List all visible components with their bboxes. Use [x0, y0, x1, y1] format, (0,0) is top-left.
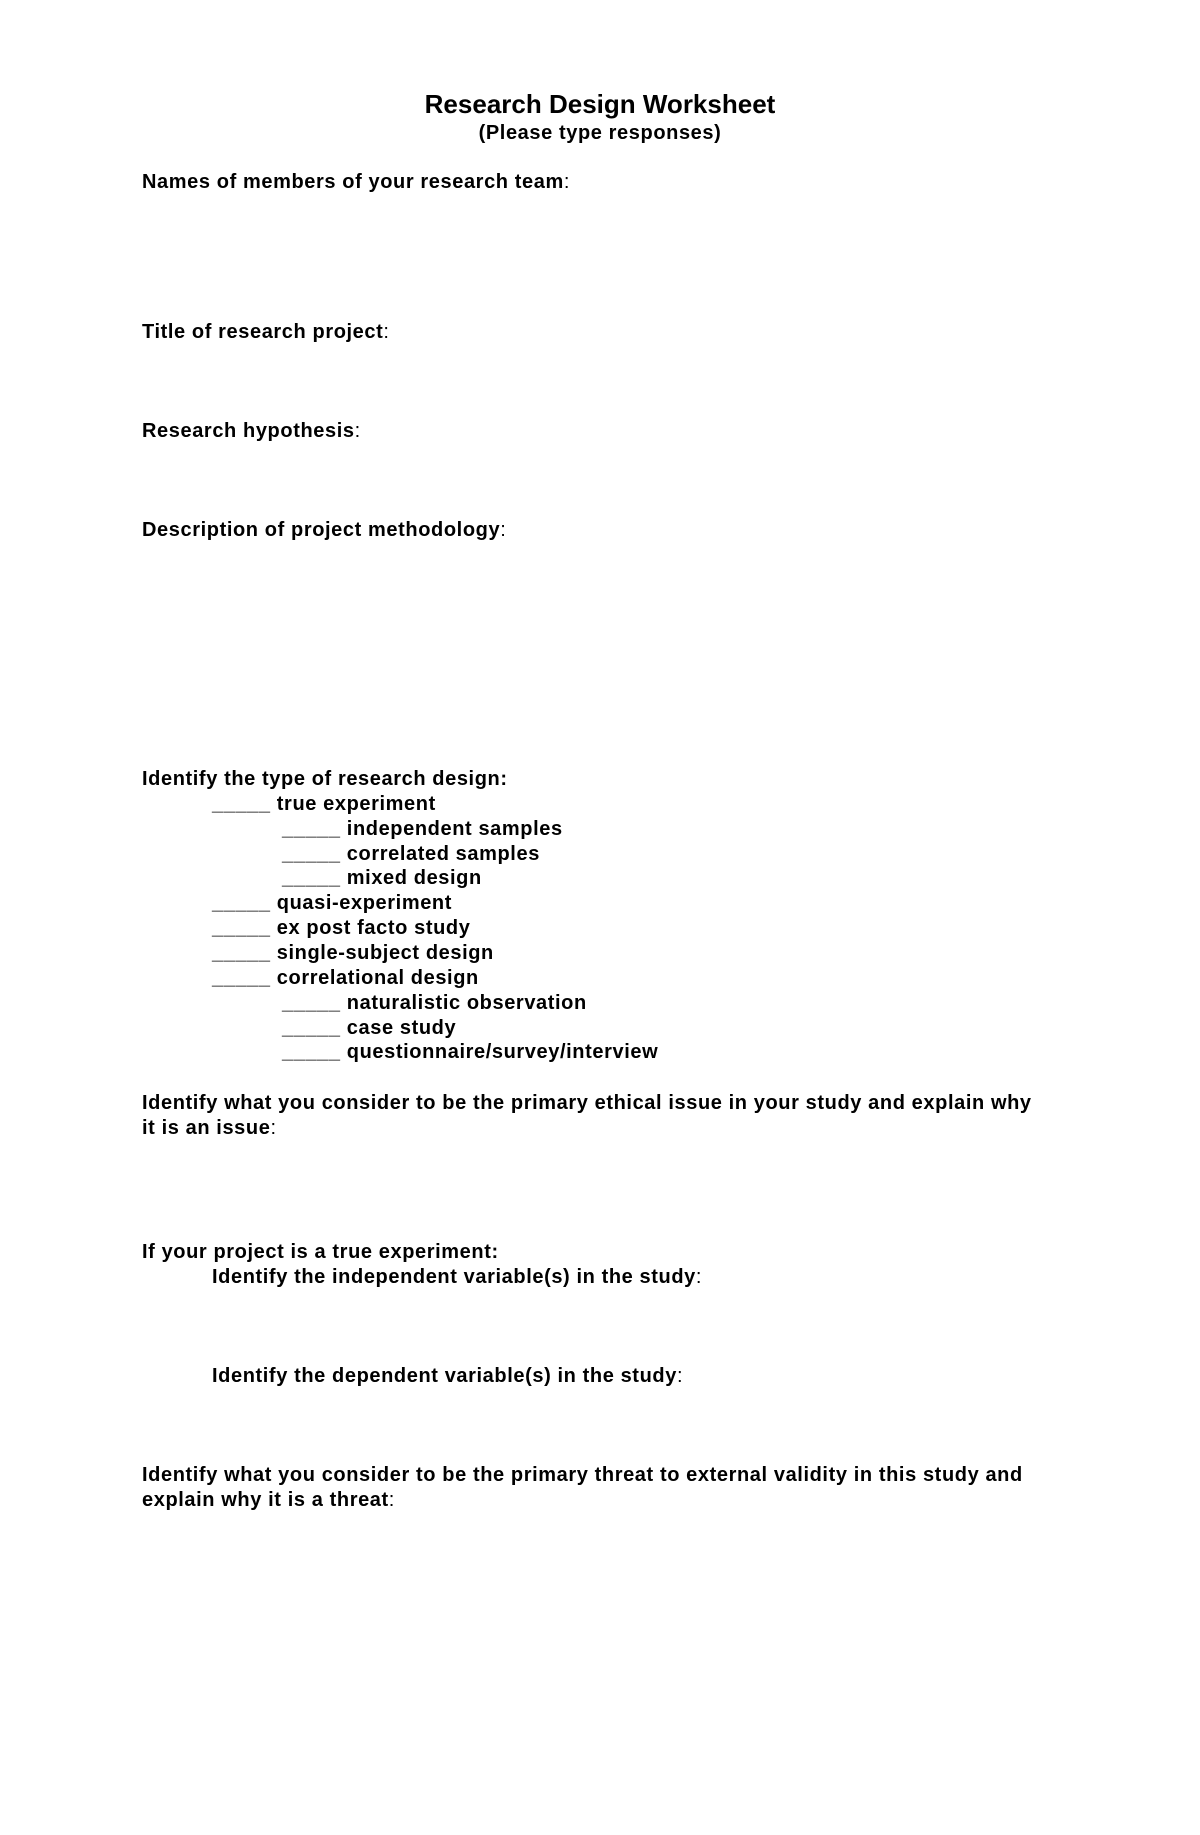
design-option-label: correlational design	[276, 967, 479, 989]
answer-blank: _____	[282, 1041, 341, 1063]
validity-prompt-label: explain why it is a threat	[142, 1489, 389, 1511]
answer-blank: _____	[282, 1017, 341, 1039]
page-subtitle: (Please type responses)	[478, 122, 722, 144]
experiment-heading: If your project is a true experiment:	[142, 1241, 499, 1263]
methodology-prompt-colon: :	[500, 519, 507, 541]
answer-blank: _____	[282, 992, 341, 1014]
ethical-prompt-line1: Identify what you consider to be the primary ethical issue in your study and explain why	[142, 1092, 1032, 1114]
title-prompt-label: Title of research project	[142, 321, 384, 343]
team-prompt	[142, 170, 570, 194]
hypothesis-prompt-label: Research hypothesis	[142, 420, 355, 442]
design-option-label: true experiment	[276, 793, 436, 815]
design-option-label: quasi-experiment	[276, 892, 453, 914]
dependent-variable-prompt	[212, 1364, 683, 1388]
design-suboption	[282, 1016, 456, 1040]
ethical-prompt-label: it is an issue	[142, 1117, 271, 1139]
answer-blank: _____	[282, 867, 341, 889]
title-prompt	[142, 320, 390, 344]
title-prompt-colon: :	[383, 321, 390, 343]
answer-blank: _____	[212, 793, 271, 815]
ethical-prompt-line2	[142, 1116, 277, 1140]
answer-blank: _____	[212, 892, 271, 914]
validity-prompt-colon: :	[388, 1489, 395, 1511]
dependent-variable-colon: :	[676, 1365, 684, 1387]
answer-blank: _____	[212, 967, 271, 989]
design-option	[212, 966, 479, 990]
team-prompt-colon: :	[563, 171, 571, 193]
validity-prompt-line1: Identify what you consider to be the primary threat to external validity in this study and	[142, 1464, 1023, 1486]
design-option-label: naturalistic observation	[346, 992, 587, 1014]
page-title: Research Design Worksheet	[424, 89, 776, 119]
answer-blank: _____	[212, 942, 271, 964]
team-prompt-label: Names of members of your research team	[142, 171, 564, 193]
design-option-label: case study	[346, 1017, 457, 1039]
methodology-prompt	[142, 518, 506, 542]
design-suboption	[282, 991, 587, 1015]
design-option	[212, 941, 494, 965]
design-option	[212, 891, 452, 915]
answer-blank: _____	[282, 843, 341, 865]
design-option	[212, 792, 436, 816]
methodology-prompt-label: Description of project methodology	[142, 519, 501, 541]
design-option	[212, 916, 470, 940]
design-suboption	[282, 842, 540, 866]
answer-blank: _____	[212, 917, 271, 939]
hypothesis-prompt	[142, 419, 361, 443]
answer-blank: _____	[282, 818, 341, 840]
design-option-label: ex post facto study	[276, 917, 471, 939]
hypothesis-prompt-colon: :	[354, 420, 361, 442]
design-option-label: single-subject design	[276, 942, 494, 964]
design-suboption	[282, 866, 482, 890]
validity-prompt-line2	[142, 1488, 395, 1512]
design-type-heading: Identify the type of research design:	[142, 768, 508, 790]
design-option-label: questionnaire/survey/interview	[346, 1041, 659, 1063]
design-option-label: independent samples	[346, 818, 563, 840]
design-option-label: correlated samples	[346, 843, 540, 865]
ethical-prompt-colon: :	[270, 1117, 277, 1139]
independent-variable-colon: :	[695, 1266, 703, 1288]
design-suboption	[282, 1040, 658, 1064]
design-suboption	[282, 817, 563, 841]
independent-variable-prompt	[212, 1265, 702, 1289]
dependent-variable-label: Identify the dependent variable(s) in the study	[212, 1365, 677, 1387]
design-option-label: mixed design	[346, 867, 482, 889]
independent-variable-label: Identify the independent variable(s) in the study	[212, 1266, 696, 1288]
